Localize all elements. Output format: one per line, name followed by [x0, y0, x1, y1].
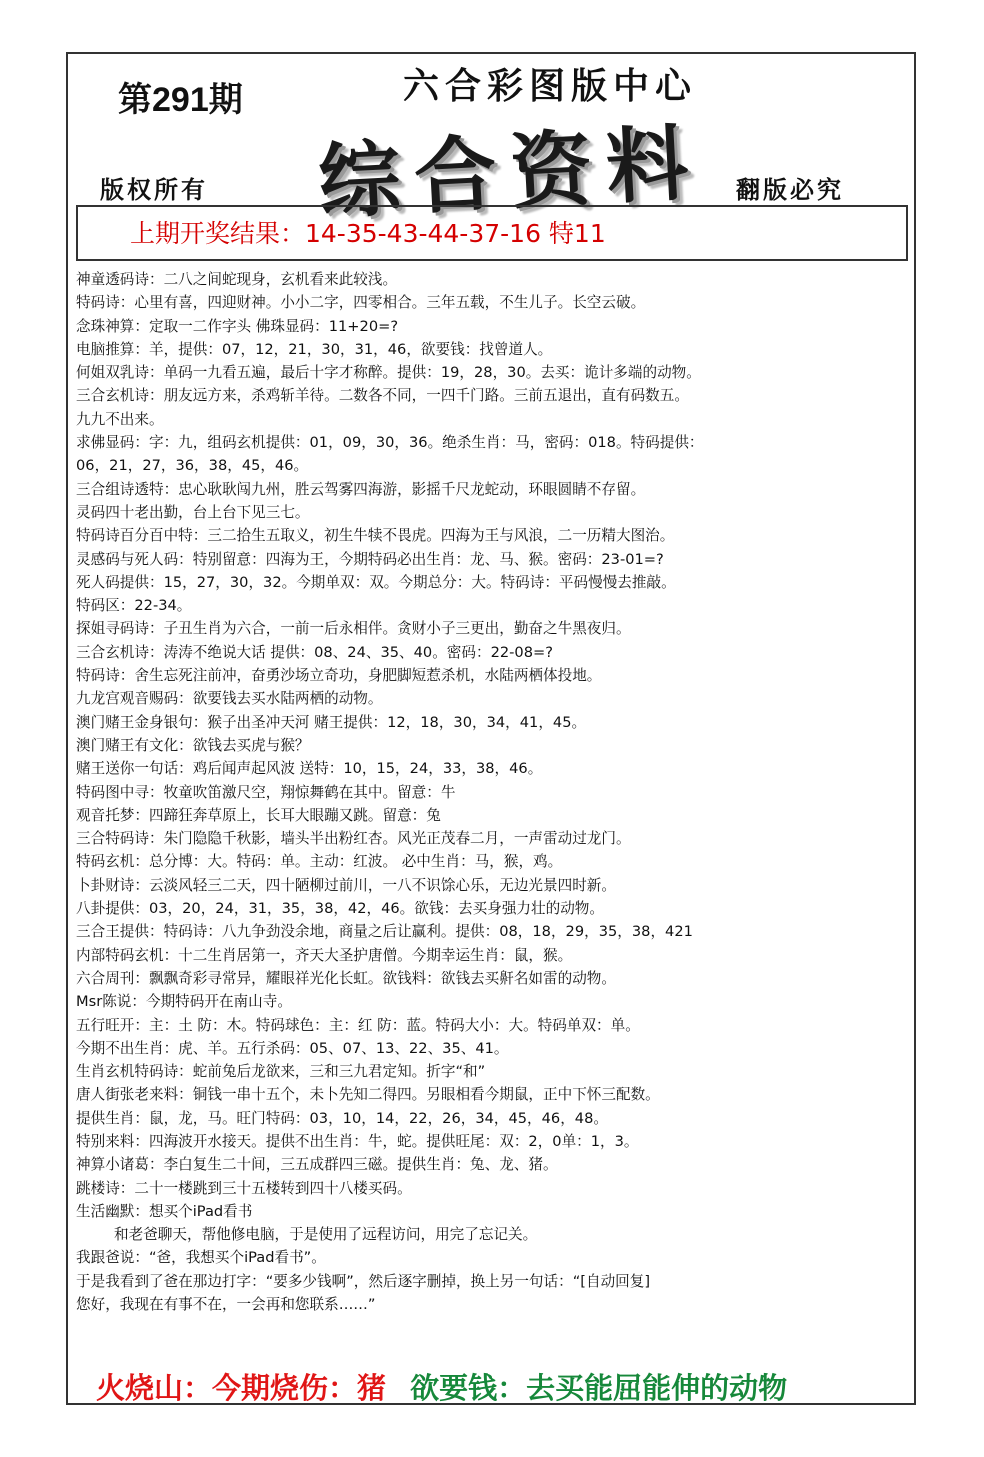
- text-line: 神童透码诗：二八之间蛇现身，玄机看来此较浅。: [76, 271, 398, 288]
- text-line: 念珠神算：定取一二作字头 佛珠显码：11+20=?: [76, 317, 399, 335]
- text-line: 三合组诗透特：忠心耿耿闯九州，胜云驾雾四海游，影摇千尺龙蛇动，环眼圆睛不存留。: [76, 480, 646, 498]
- text-line: 死人码提供：15，27，30，32。今期单双：双。今期总分：大。特码诗：平码慢慢去推敲。: [76, 573, 676, 591]
- text-line: 您好，我现在有事不在，一会再和您联系……”: [76, 1296, 376, 1314]
- text-line: 我跟爸说：“爸，我想买个iPad看书”。: [76, 1249, 326, 1267]
- text-line: 观音托梦：四蹄狂奔草原上，长耳大眼蹦又跳。留意：兔: [76, 806, 441, 824]
- text-line: 九龙宫观音赐码：欲要钱去买水陆两栖的动物。: [76, 690, 383, 708]
- piracy-note: 翻版必究: [736, 176, 844, 204]
- text-line: 赌王送你一句话：鸡后闻声起风波 送特：10，15，24，33，38，46。: [76, 760, 543, 778]
- issue-number: 第291期: [118, 81, 243, 119]
- text-line: 生活幽默：想买个iPad看书: [76, 1202, 253, 1220]
- text-line: 求佛显码：字：九，组码玄机提供：01，09，30，36。绝杀生肖：马，密码：018。特码提供：: [76, 434, 704, 452]
- bottom-banner: [96, 1366, 787, 1407]
- text-line: 三合王提供：特码诗：八九争劲没余地，商量之后让赢利。提供：08，18，29，35，38，421: [76, 923, 693, 941]
- bottom-green-text: 欲要钱：去买能屈能伸的动物: [410, 1371, 788, 1405]
- text-line: 灵感码与死人码：特别留意：四海为王，今期特码必出生肖：龙、马、猴。密码：23-01=?: [76, 550, 664, 568]
- text-line: 九九不出来。: [76, 410, 164, 428]
- text-line: 六合周刊：飘飘奇彩寻常异，耀眼祥光化长虹。欲钱料：欲钱去买鼾名如雷的动物。: [76, 969, 616, 987]
- text-line: 于是我看到了爸在那边打字：“要多少钱啊”，然后逐字删掉，换上另一句话：“[自动回复]: [76, 1272, 651, 1290]
- text-line: 06，21，27，36，38，45，46。: [76, 457, 309, 475]
- text-line: 特码区：22-34。: [76, 597, 192, 615]
- text-line: 三合玄机诗：涛涛不绝说大话 提供：08、24、35、40。密码：22-08=?: [76, 643, 553, 661]
- copyright-note: 版权所有: [100, 176, 208, 204]
- text-line: 何姐双乳诗：单码一九看五遍，最后十字才称醉。提供：19，28，30。去买：诡计多端的动物。: [76, 364, 701, 382]
- content-lines: [76, 268, 906, 1316]
- text-line: 特别来料：四海波开水接天。提供不出生肖：牛，蛇。提供旺尾：双：2，0单：1，3。: [76, 1132, 639, 1150]
- text-line: 特码玄机：总分博：大。特码：单。主动：红波。 必中生肖：马，猴，鸡。: [76, 853, 563, 871]
- text-line: 八卦提供：03，20，24，31，35，38，42，46。欲钱：去买身强力壮的动物。: [76, 900, 604, 918]
- text-line: 内部特码玄机：十二生肖居第一，齐天大圣护唐僧。今期幸运生肖：鼠，猴。: [76, 946, 573, 964]
- text-line: 澳门赌王有文化：欲钱去买虎与猴？: [76, 736, 310, 754]
- center-title: 六合彩图版中心: [402, 65, 697, 107]
- text-line: 三合特码诗：朱门隐隐千秋影，墙头半出粉红杏。风光正茂春二月，一声雷动过龙门。: [76, 830, 631, 848]
- text-line: 电脑推算：羊，提供：07，12，21，30，31，46，欲要钱：找曾道人。: [76, 340, 553, 358]
- text-line: Msr陈说：今期特码开在南山寺。: [76, 993, 292, 1011]
- last-result: 上期开奖结果：14-35-43-44-37-16 特11: [130, 219, 606, 248]
- text-line: 特码图中寻：牧童吹笛激尺空，翔惊舞鹤在其中。留意：牛: [76, 783, 456, 801]
- text-line: 澳门赌王金身银句：猴子出圣冲天河 赌王提供：12，18，30，34，41，45。: [76, 713, 587, 731]
- text-line: 提供生肖：鼠，龙，马。旺门特码：03，10，14，22，26，34，45，46，48。: [76, 1109, 608, 1127]
- text-line: 探姐寻码诗：子丑生肖为六合，一前一后永相伴。贪财小子三更出，勤奋之牛黑夜归。: [76, 620, 631, 638]
- text-line: 特码诗百分百中特：三二拾生五取义，初生牛犊不畏虎。四海为王与风浪，二一历精大图治。: [76, 527, 675, 545]
- text-line: 特码诗：舍生忘死注前冲，奋勇沙场立奇功，身肥脚短惹杀机，水陆两栖体投地。: [76, 667, 602, 685]
- text-line: 生肖玄机特码诗：蛇前兔后龙欲来，三和三九君定知。折字“和”: [76, 1063, 486, 1081]
- text-line: 和老爸聊天，帮他修电脑，于是使用了远程访问，用完了忘记关。: [114, 1226, 538, 1244]
- text-line: 特码诗：心里有喜，四迎财神。小小二字，四零相合。三年五载，不生儿子。长空云破。: [76, 294, 646, 312]
- text-line: 唐人街张老来料：铜钱一串十五个，未卜先知二得四。另眼相看今期鼠，正中下怀三配数。: [76, 1086, 660, 1104]
- bottom-red-text: 火烧山：今期烧伤：猪: [96, 1371, 387, 1405]
- text-line: 五行旺开：主：土 防：木。特码球色：主：红 防：蓝。特码大小：大。特码单双：单。: [76, 1016, 640, 1034]
- text-line: 三合玄机诗：朋友远方来，杀鸡斩羊待。二数各不同，一四千门路。三前五退出，直有码数五。: [76, 387, 689, 405]
- big-title: 综合资料: [316, 115, 705, 231]
- text-line: 今期不出生肖：虎、羊。五行杀码：05、07、13、22、35、41。: [76, 1039, 509, 1057]
- text-line: 灵码四十老出勤，台上台下见三七。: [76, 503, 310, 521]
- text-line: 跳楼诗：二十一楼跳到三十五楼转到四十八楼买码。: [76, 1179, 412, 1197]
- text-line: 神算小诸葛：李白复生二十间，三五成群四三磁。提供生肖：兔、龙、猪。: [76, 1156, 558, 1174]
- text-line: 卜卦财诗：云淡风轻三二天，四十陋柳过前川，一八不识馀心乐，无边光景四时新。: [76, 876, 616, 894]
